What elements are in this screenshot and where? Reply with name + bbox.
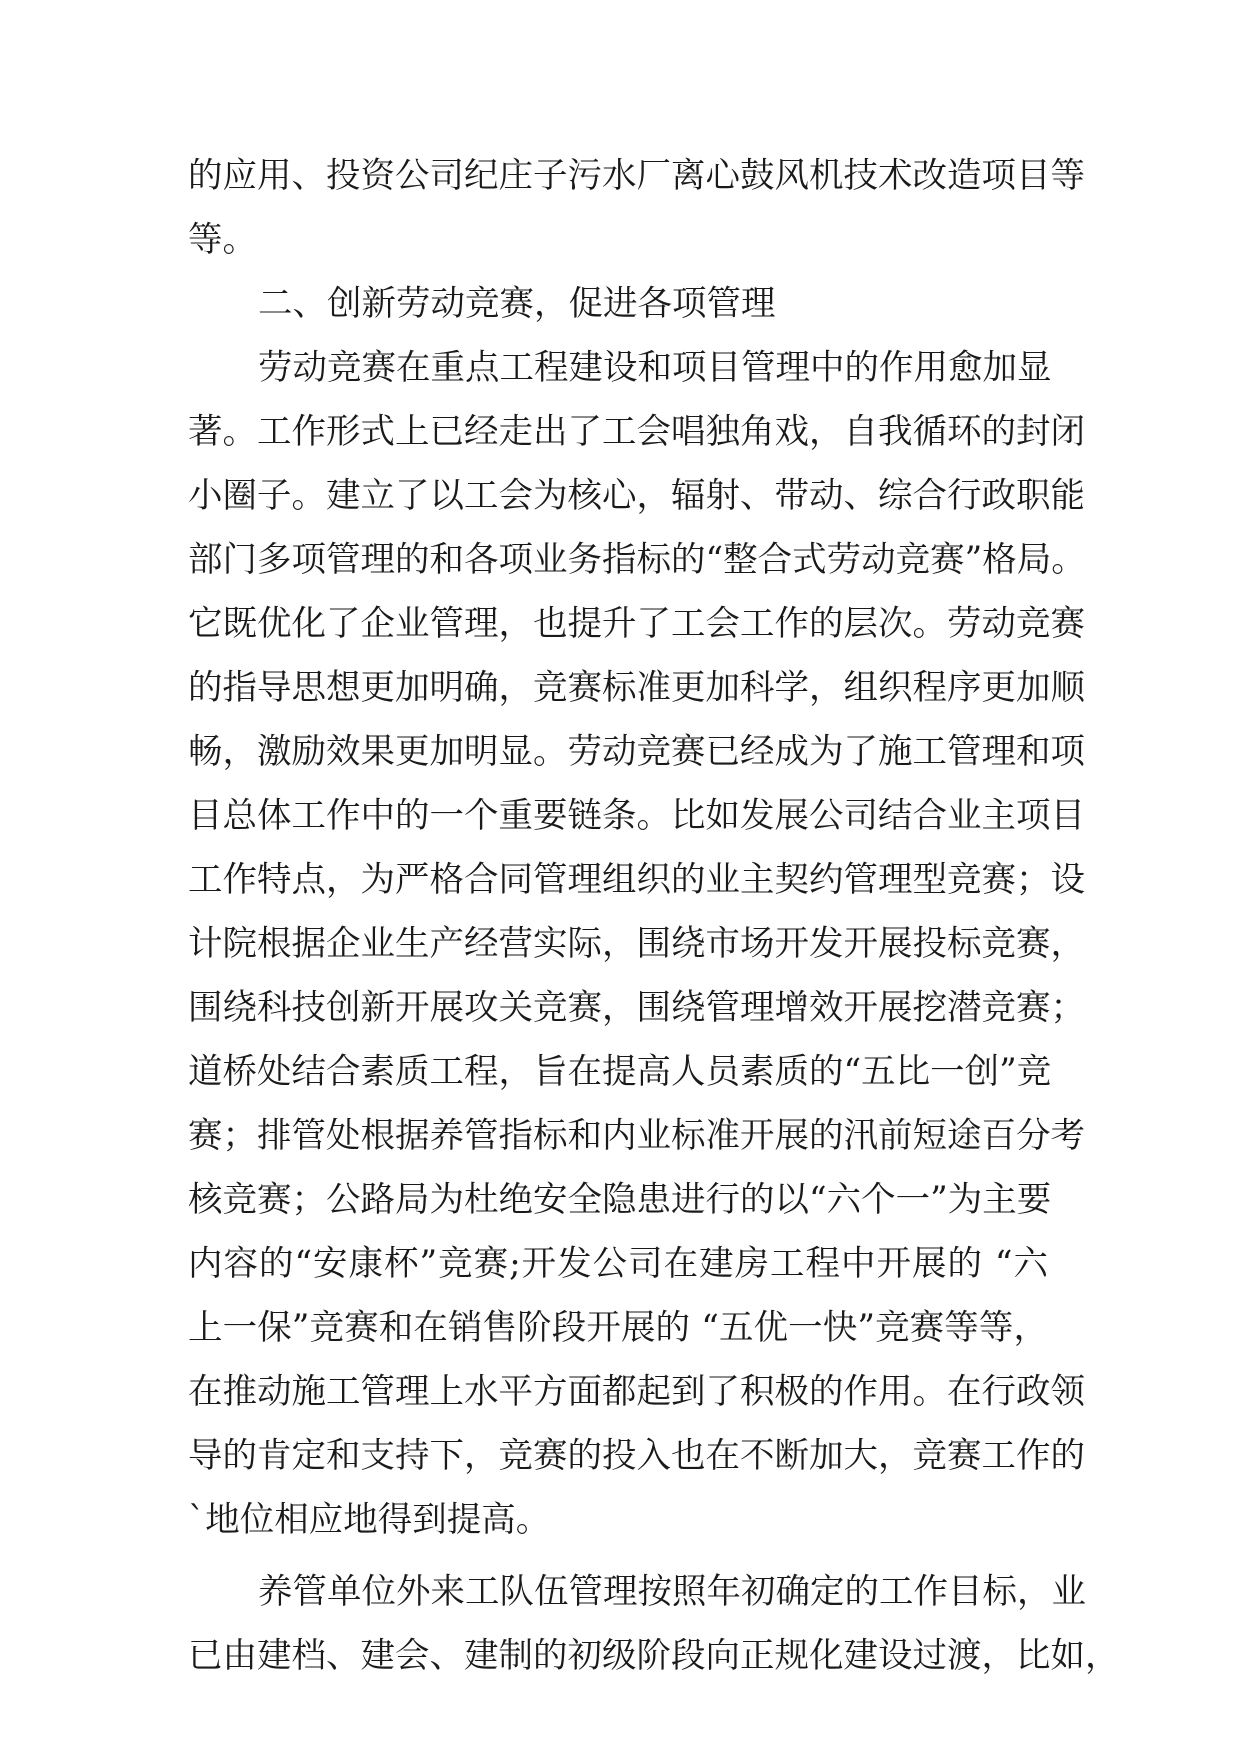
text-line-4: 劳动竞赛在重点工程建设和项目管理中的作用愈加显	[258, 348, 1052, 388]
text-line-14: 围绕科技创新开展攻关竞赛，围绕管理增效开展挖潜竞赛；	[188, 988, 1085, 1028]
text-line-13: 计院根据企业生产经营实际，围绕市场开发开展投标竞赛，	[188, 924, 1085, 964]
text-line-5: 著。工作形式上已经走出了工会唱独角戏，自我循环的封闭	[188, 412, 1085, 452]
text-line-17: 核竞赛；公路局为杜绝安全隐患进行的以“六个一”为主要	[188, 1180, 1052, 1220]
text-line-15: 道桥处结合素质工程，旨在提高人员素质的“五比一创”竞	[188, 1052, 1052, 1092]
text-line-12: 工作特点，为严格合同管理组织的业主契约管理型竞赛；设	[188, 860, 1085, 900]
text-line-20: 在推动施工管理上水平方面都起到了积极的作用。在行政领	[188, 1372, 1085, 1412]
text-line-23: 养管单位外来工队伍管理按照年初确定的工作目标，业	[258, 1572, 1086, 1612]
text-line-22: `地位相应地得到提高。	[188, 1500, 551, 1540]
text-line-18: 内容的“安康杯”竞赛;开发公司在建房工程中开展的 “六	[188, 1244, 1048, 1284]
text-line-1: 的应用、投资公司纪庄子污水厂离心鼓风机技术改造项目等	[188, 156, 1085, 196]
text-line-24: 已由建档、建会、建制的初级阶段向正规化建设过渡，比如，	[188, 1636, 1120, 1676]
section-heading: 二、创新劳动竞赛，促进各项管理	[258, 284, 776, 324]
text-line-16: 赛；排管处根据养管指标和内业标准开展的汛前短途百分考	[188, 1116, 1085, 1156]
text-line-9: 的指导思想更加明确，竞赛标准更加科学，组织程序更加顺	[188, 668, 1085, 708]
text-line-8: 它既优化了企业管理，也提升了工会工作的层次。劳动竞赛	[188, 604, 1085, 644]
text-line-21: 导的肯定和支持下，竞赛的投入也在不断加大，竞赛工作的	[188, 1436, 1085, 1476]
text-line-11: 目总体工作中的一个重要链条。比如发展公司结合业主项目	[188, 796, 1085, 836]
text-line-19: 上一保”竞赛和在销售阶段开展的 “五优一快”竞赛等等，	[188, 1308, 1048, 1348]
text-line-2: 等。	[188, 220, 257, 260]
text-line-6: 小圈子。建立了以工会为核心，辐射、带动、综合行政职能	[188, 476, 1085, 516]
text-line-7: 部门多项管理的和各项业务指标的“整合式劳动竞赛”格局。	[188, 540, 1086, 580]
text-line-10: 畅，激励效果更加明显。劳动竞赛已经成为了施工管理和项	[188, 732, 1085, 772]
